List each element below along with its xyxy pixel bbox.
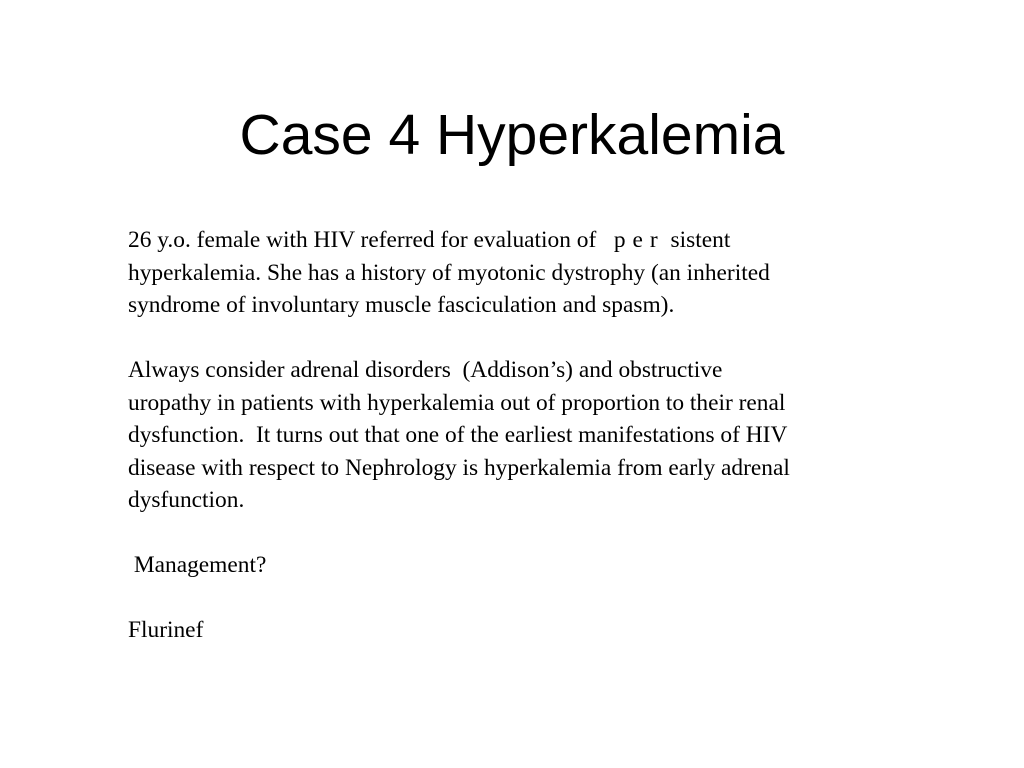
management-answer-text: Flurinef [128,617,204,643]
slide-body [128,224,928,679]
management-question-text: Management? [128,552,267,578]
clinical-note-paragraph [128,354,928,517]
case-description-line-3: syndrome of involuntary muscle fasciculation and spasm). [128,292,675,318]
slide-title: Case 4 Hyperkalemia [239,103,785,167]
case-description-paragraph [128,224,928,322]
case-description-line-1 [128,224,928,257]
clinical-note-line-4: disease with respect to Nephrology is hyperkalemia from early adrenal [128,454,790,481]
case-description-line-1-end: sistent [664,227,731,253]
management-question [128,549,928,582]
case-description-line-2: hyperkalemia. She has a history of myotonic dystrophy (an inherited [128,259,770,286]
case-description-line-1-spaced: per [613,227,665,253]
clinical-note-line-1: Always consider adrenal disorders (Addison’s) and obstructive [128,357,723,383]
clinical-note-line-5: dysfunction. [128,487,245,513]
clinical-note-line-2: uropathy in patients with hyperkalemia out of proportion to their renal [128,389,786,416]
management-answer [128,614,928,647]
clinical-note-line-3: dysfunction. It turns out that one of the earliest manifestations of HIV [128,422,788,448]
case-description-line-1-start: 26 y.o. female with HIV referred for evaluation of [128,227,614,253]
